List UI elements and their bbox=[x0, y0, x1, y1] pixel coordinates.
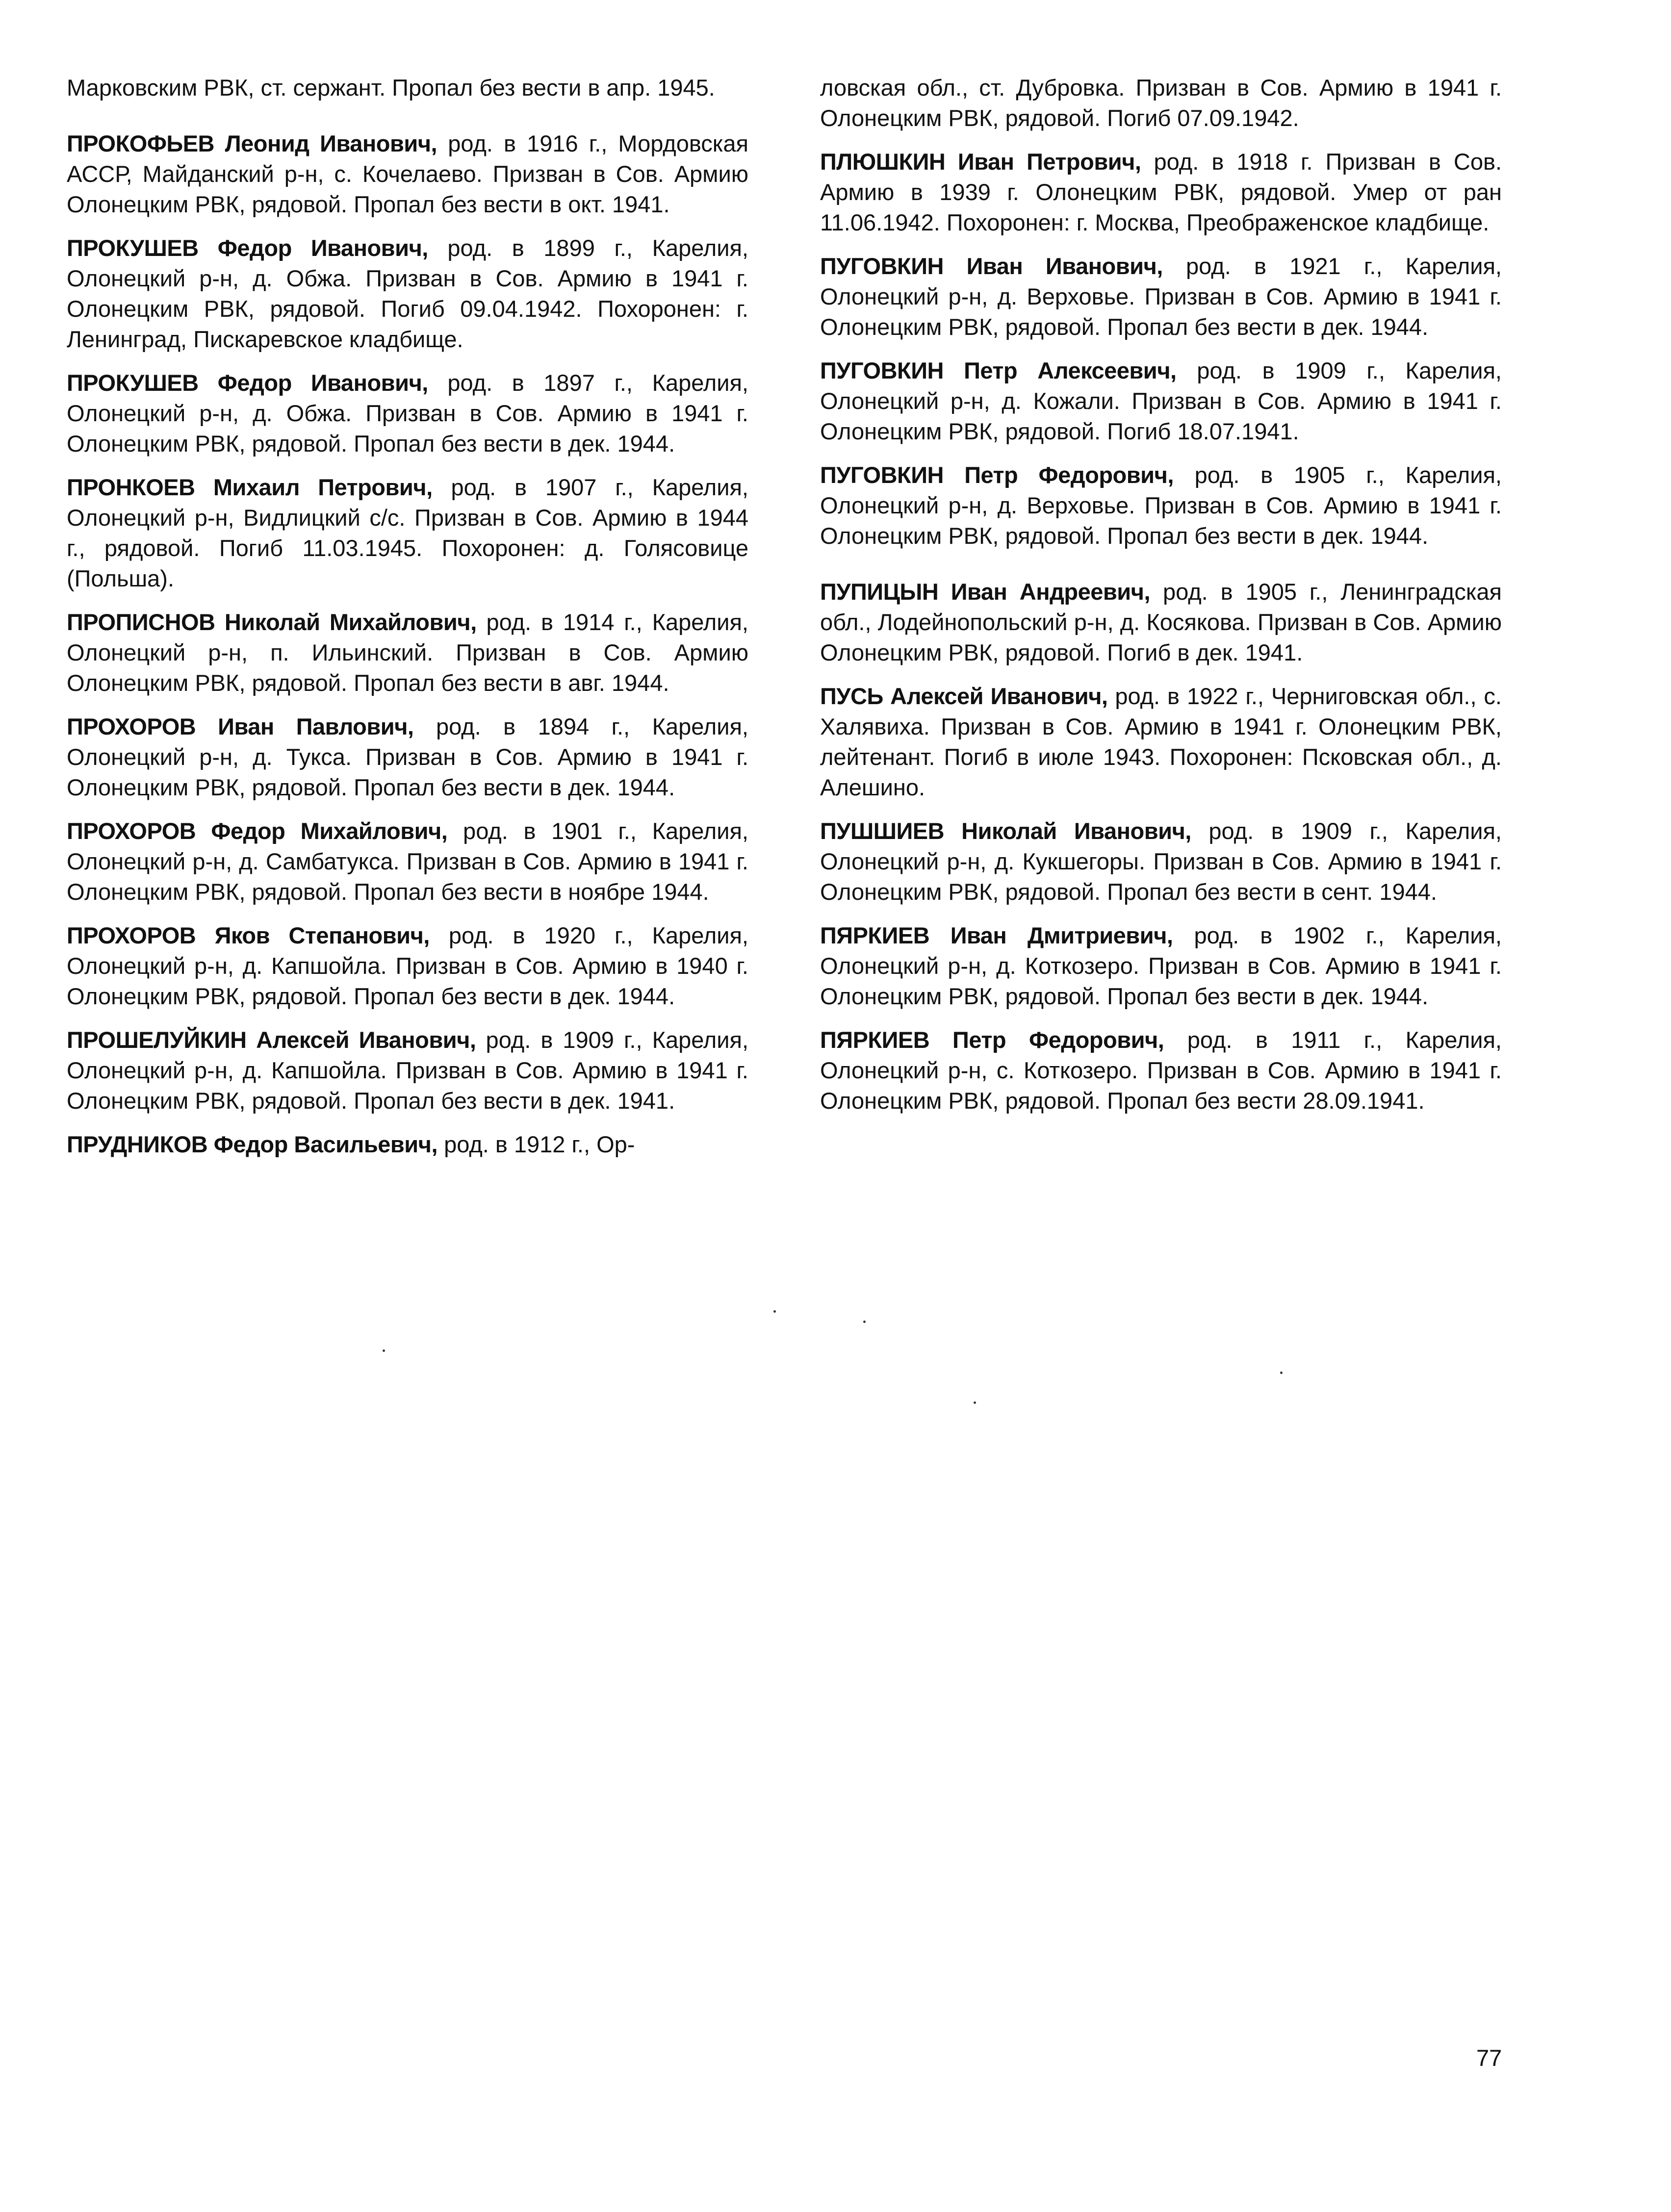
entry-name: ПРОНКОЕВ Михаил Петрович, bbox=[67, 474, 433, 500]
entry bbox=[67, 816, 748, 907]
entry bbox=[67, 920, 748, 1012]
entry-text: род. в 1894 г., Карелия, Олонецкий р-н, д. Тукса. Призван в Сов. Армию в 1941 г. Олонецким РВК, рядовой. Пропал без вести в дек. 1944. bbox=[67, 713, 748, 800]
entry-name: ПЯРКИЕВ Петр Федорович, bbox=[820, 1027, 1164, 1053]
left-column bbox=[67, 73, 748, 1173]
entry-name: ПРОКУШЕВ Федор Иванович, bbox=[67, 370, 428, 396]
entry-name: ПУСЬ Алексей Иванович, bbox=[820, 683, 1108, 709]
entry bbox=[67, 233, 748, 355]
entry bbox=[820, 147, 1502, 238]
entry-text: род. в 1905 г., Карелия, Олонецкий р-н, д. Верховье. Призван в Сов. Армию в 1941 г. Олонецким РВК, рядовой. Пропал без вести в дек. 1944. bbox=[820, 462, 1502, 549]
entry-text: род. в 1921 г., Карелия, Олонецкий р-н, д. Верховье. Призван в Сов. Армию в 1941 г. Олонецким РВК, рядовой. Пропал без вести в дек. 1944. bbox=[820, 253, 1502, 340]
entry-name: ПРОПИСНОВ Николай Михайлович, bbox=[67, 609, 477, 635]
entry bbox=[67, 607, 748, 698]
entry bbox=[820, 356, 1502, 447]
scan-speck bbox=[863, 1321, 866, 1323]
entry-name: ПУГОВКИН Петр Алексеевич, bbox=[820, 357, 1177, 383]
entry-name: ПЯРКИЕВ Иван Дмитриевич, bbox=[820, 922, 1173, 948]
right-column bbox=[820, 73, 1502, 1129]
entry-text: род. в 1909 г., Карелия, Олонецкий р-н, д. Кожали. Призван в Сов. Армию в 1941 г. Олонецким РВК, рядовой. Погиб 18.07.1941. bbox=[820, 357, 1502, 444]
entry bbox=[820, 816, 1502, 907]
entry-text: род. в 1902 г., Карелия, Олонецкий р-н, д. Коткозеро. Призван в Сов. Армию в 1941 г. Олонецким РВК, рядовой. Пропал без вести в дек. 1944. bbox=[820, 922, 1502, 1009]
entry bbox=[67, 472, 748, 594]
entry-name: ПЛЮШКИН Иван Петрович, bbox=[820, 149, 1141, 175]
entry-text: род. в 1899 г., Карелия, Олонецкий р-н, д. Обжа. Призван в Сов. Армию в 1941 г. Олонецким РВК, рядовой. Погиб 09.04.1942. Похоронен: г. Ленинград, Пискаревское кладбище. bbox=[67, 235, 748, 352]
entry-text: род. в 1909 г., Карелия, Олонецкий р-н, д. Капшойла. Призван в Сов. Армию в 1941 г. Олонецким РВК, рядовой. Пропал без вести в дек. 1941. bbox=[67, 1027, 748, 1114]
entry-text: род. в 1911 г., Карелия, Олонецкий р-н, с. Коткозеро. Призван в Сов. Армию в 1941 г. Олонецким РВК, рядовой. Пропал без вести 28.09.1941. bbox=[820, 1027, 1502, 1114]
entry bbox=[820, 251, 1502, 342]
entry-text: род. в 1916 г., Мордовская АССР, Майданский р-н, с. Кочелаево. Призван в Сов. Армию Олонецким РВК, рядовой. Пропал без вести в окт. 1941. bbox=[67, 130, 748, 217]
entry bbox=[67, 1025, 748, 1116]
scan-speck bbox=[773, 1310, 776, 1313]
entry-text: род. в 1914 г., Карелия, Олонецкий р-н, п. Ильинский. Призван в Сов. Армию Олонецким РВК, рядовой. Пропал без вести в авг. 1944. bbox=[67, 609, 748, 696]
entry-text: род. в 1920 г., Карелия, Олонецкий р-н, д. Капшойла. Призван в Сов. Армию в 1940 г. Олонецким РВК, рядовой. Пропал без вести в дек. 1944. bbox=[67, 922, 748, 1009]
entry bbox=[67, 368, 748, 459]
entry-name: ПРОШЕЛУЙКИН Алексей Иванович, bbox=[67, 1027, 476, 1053]
entry-name: ПРОХОРОВ Федор Михайлович, bbox=[67, 818, 448, 844]
entry-name: ПУПИЦЫН Иван Андреевич, bbox=[820, 579, 1151, 605]
entry bbox=[820, 920, 1502, 1012]
entry-name: ПУШШИЕВ Николай Иванович, bbox=[820, 818, 1191, 844]
entry bbox=[820, 681, 1502, 803]
entry-text: род. в 1905 г., Ленинградская обл., Лодейнопольский р-н, д. Косякова. Призван в Сов. Армию Олонецким РВК, рядовой. Погиб в дек. 1941. bbox=[820, 579, 1502, 665]
entry bbox=[67, 712, 748, 803]
entry-continuation bbox=[67, 73, 748, 103]
scan-speck bbox=[974, 1401, 976, 1404]
entry bbox=[820, 460, 1502, 551]
scan-speck bbox=[383, 1349, 385, 1352]
entry bbox=[820, 577, 1502, 668]
entry bbox=[67, 128, 748, 220]
entry-text: род. в 1897 г., Карелия, Олонецкий р-н, д. Обжа. Призван в Сов. Армию в 1941 г. Олонецким РВК, рядовой. Пропал без вести в дек. 1944. bbox=[67, 370, 748, 457]
entry-name: ПРОХОРОВ Яков Степанович, bbox=[67, 922, 430, 948]
entry-name: ПРУДНИКОВ Федор Васильевич, bbox=[67, 1131, 438, 1157]
entry-text: род. в 1907 г., Карелия, Олонецкий р-н, Видлицкий с/с. Призван в Сов. Армию в 1944 г., рядовой. Погиб 11.03.1945. Похоронен: д. Голясовице (Польша). bbox=[67, 474, 748, 591]
scan-speck bbox=[1280, 1372, 1283, 1374]
entry-text: ловская обл., ст. Дубровка. Призван в Сов. Армию в 1941 г. Олонецким РВК, рядовой. Погиб 07.09.1942. bbox=[820, 75, 1502, 131]
entry-text: Марковским РВК, ст. сержант. Пропал без вести в апр. 1945. bbox=[67, 75, 715, 101]
entry-text: род. в 1912 г., Ор- bbox=[437, 1131, 635, 1157]
entry bbox=[67, 1129, 748, 1160]
entry-name: ПУГОВКИН Петр Федорович, bbox=[820, 462, 1174, 488]
entry-text: род. в 1901 г., Карелия, Олонецкий р-н, д. Самбатукса. Призван в Сов. Армию в 1941 г. Олонецким РВК, рядовой. Пропал без вести в ноябре 1944. bbox=[67, 818, 748, 905]
entry-name: ПУГОВКИН Иван Иванович, bbox=[820, 253, 1163, 279]
entry-name: ПРОХОРОВ Иван Павлович, bbox=[67, 713, 414, 739]
entry-name: ПРОКУШЕВ Федор Иванович, bbox=[67, 235, 428, 261]
entry-continuation bbox=[820, 73, 1502, 133]
entry-text: род. в 1918 г. Призван в Сов. Армию в 1939 г. Олонецким РВК, рядовой. Умер от ран 11.06.1942. Похоронен: г. Москва, Преображенское кладбище. bbox=[820, 149, 1502, 235]
entry-text: род. в 1909 г., Карелия, Олонецкий р-н, д. Кукшегоры. Призван в Сов. Армию в 1941 г. Олонецким РВК, рядовой. Пропал без вести в сент. 1944. bbox=[820, 818, 1502, 905]
page-number: 77 bbox=[1476, 2045, 1502, 2071]
entry-name: ПРОКОФЬЕВ Леонид Иванович, bbox=[67, 130, 437, 156]
entry-text: род. в 1922 г., Черниговская обл., с. Халявиха. Призван в Сов. Армию в 1941 г. Олонецким РВК, лейтенант. Погиб в июле 1943. Похоронен: Псковская обл., д. Алешино. bbox=[820, 683, 1502, 800]
entry bbox=[820, 1025, 1502, 1116]
